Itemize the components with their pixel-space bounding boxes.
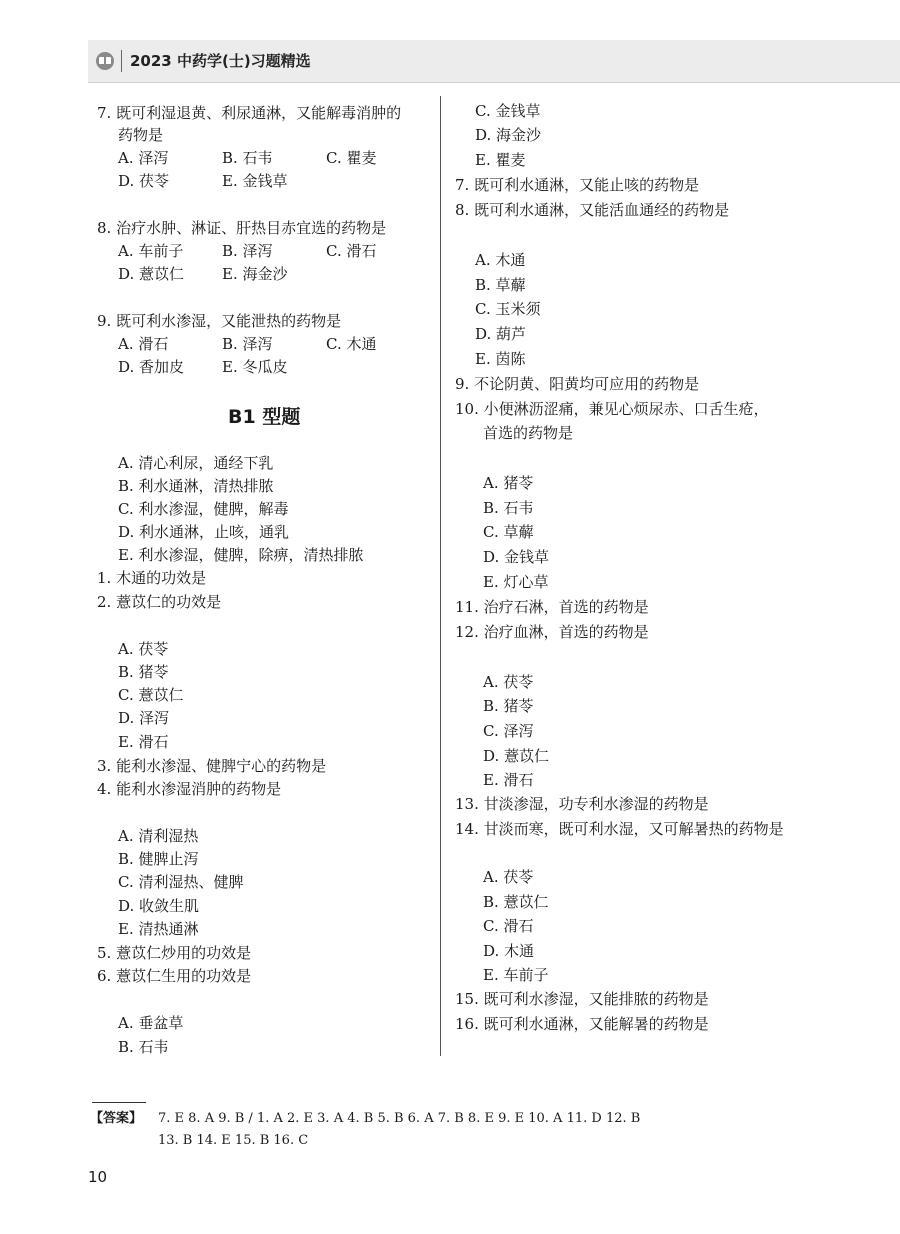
option: D. 薏苡仁 [118,265,185,283]
option: B. 石韦 [222,149,273,167]
question-stem: 2. 薏苡仁的功效是 [97,593,222,611]
question-stem: 13. 甘淡渗湿，功专利水渗湿的药物是 [455,795,709,813]
option: B. 健脾止泻 [118,850,199,868]
option: C. 薏苡仁 [118,686,184,704]
option: A. 清利湿热 [118,827,199,845]
option: E. 海金沙 [222,265,288,283]
option: A. 茯苓 [483,673,534,691]
option: E. 利水渗湿，健脾，除痹，清热排脓 [118,546,364,564]
option: B. 猪苓 [118,663,169,681]
option: B. 泽泻 [222,335,273,353]
option: D. 金钱草 [483,548,550,566]
question-stem: 14. 甘淡而寒，既可利水湿，又可解暑热的药物是 [455,820,784,838]
option: D. 泽泻 [118,709,170,727]
question-stem: 6. 薏苡仁生用的功效是 [97,967,252,985]
question-stem: 3. 能利水渗湿、健脾宁心的药物是 [97,757,327,775]
book-icon [96,52,114,70]
answers-label: 【答案】 [90,1111,143,1126]
option: C. 玉米须 [475,300,541,318]
option: C. 滑石 [483,917,534,935]
option: D. 收敛生肌 [118,897,200,915]
question-stem: 9. 不论阴黄、阳黄均可应用的药物是 [455,375,700,393]
question-stem: 7. 既可利水通淋，又能止咳的药物是 [455,176,700,194]
option: E. 滑石 [483,771,534,789]
option: C. 利水渗湿，健脾，解毒 [118,500,289,518]
option: A. 车前子 [118,242,184,260]
option: A. 猪苓 [483,474,534,492]
option: E. 茵陈 [475,350,526,368]
option: B. 泽泻 [222,242,273,260]
question-stem: 11. 治疗石淋，首选的药物是 [455,598,649,616]
question-stem: 4. 能利水渗湿消肿的药物是 [97,780,282,798]
option: A. 茯苓 [483,868,534,886]
answers-line: 13. B 14. E 15. B 16. C [158,1133,309,1148]
option: E. 清热通淋 [118,920,199,938]
option: A. 滑石 [118,335,169,353]
option: E. 瞿麦 [475,151,526,169]
option: A. 垂盆草 [118,1014,184,1032]
option: B. 草薢 [475,276,526,294]
option: B. 猪苓 [483,697,534,715]
question-stem: 8. 治疗水肿、淋证、肝热目赤宜选的药物是 [97,219,387,237]
question-stem: 7. 既可利湿退黄、利尿通淋，又能解毒消肿的 [97,104,402,122]
option: C. 草薢 [483,523,534,541]
option: D. 海金沙 [475,126,542,144]
option: C. 瞿麦 [326,149,377,167]
option: C. 清利湿热、健脾 [118,873,244,891]
question-stem: 15. 既可利水渗湿，又能排脓的药物是 [455,990,709,1008]
option: D. 利水通淋，止咳，通乳 [118,523,290,541]
answers-line: 7. E 8. A 9. B / 1. A 2. E 3. A 4. B 5. B 6. A 7. B 8. E 9. E 10. A 11. D 12. B [158,1111,641,1126]
option: A. 泽泻 [118,149,169,167]
question-stem: 9. 既可利水渗湿，又能泄热的药物是 [97,312,342,330]
option: C. 滑石 [326,242,377,260]
option: B. 薏苡仁 [483,893,549,911]
option: E. 滑石 [118,733,169,751]
section-title: B1 型题 [228,406,301,428]
question-stem: 8. 既可利水通淋，又能活血通经的药物是 [455,201,730,219]
question-stem: 5. 薏苡仁炒用的功效是 [97,944,252,962]
answers-block [90,1108,142,1130]
option: D. 葫芦 [475,325,527,343]
column-divider [440,96,441,1056]
header-title: 2023 中药学(士)习题精选 [130,52,311,70]
option: D. 薏苡仁 [483,747,550,765]
option: E. 冬瓜皮 [222,358,288,376]
page-number: 10 [88,1168,108,1186]
question-stem: 12. 治疗血淋，首选的药物是 [455,623,649,641]
option: D. 木通 [483,942,535,960]
option: A. 木通 [475,251,526,269]
question-stem: 16. 既可利水通淋，又能解暑的药物是 [455,1015,709,1033]
header-separator [121,50,122,72]
question-stem: 1. 木通的功效是 [97,569,207,587]
option: E. 车前子 [483,966,549,984]
option: C. 泽泻 [483,722,534,740]
option: D. 香加皮 [118,358,185,376]
answers-rule [92,1102,146,1103]
option: C. 金钱草 [475,102,541,120]
option: B. 石韦 [483,499,534,517]
option: B. 石韦 [118,1038,169,1056]
question-stem-cont: 药物是 [118,126,164,144]
question-stem-cont: 首选的药物是 [483,424,574,442]
option: E. 金钱草 [222,172,288,190]
option: A. 清心利尿，通经下乳 [118,454,274,472]
option: D. 茯苓 [118,172,170,190]
option: E. 灯心草 [483,573,549,591]
option: A. 茯苓 [118,640,169,658]
question-stem: 10. 小便淋沥涩痛，兼见心烦尿赤、口舌生疮， [455,400,769,418]
option: B. 利水通淋，清热排脓 [118,477,274,495]
option: C. 木通 [326,335,377,353]
